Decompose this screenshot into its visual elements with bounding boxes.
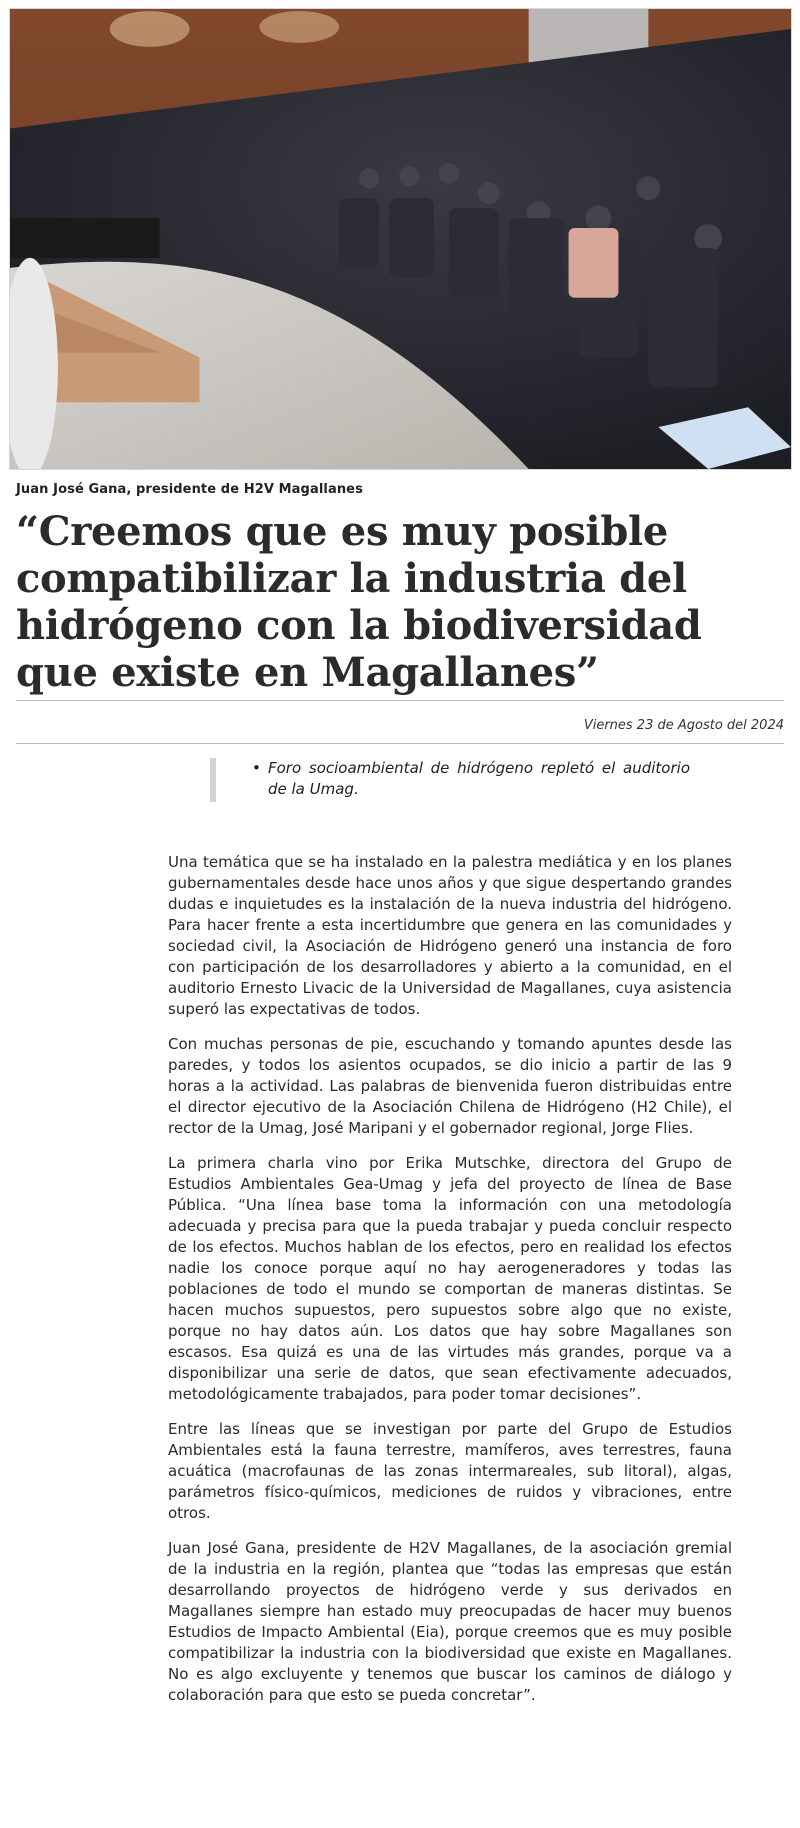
paragraph-4: Entre las líneas que se investigan por parte del Grupo de Estudios Ambientales está la fauna terrestre, mamíferos, aves terrestres, fauna acuática (macrofaunas de las zonas intermareales, sub litoral), algas, parámetros físico-químicos, mediciones de ruidos y vibraciones, entre otros. [168, 1420, 732, 1522]
lead-item: • Foro socioambiental de hidrógeno repletó el auditorio de la Umag. [254, 758, 690, 800]
lead-list [254, 758, 690, 800]
divider-bottom [16, 743, 784, 744]
lead-blockquote [210, 758, 690, 802]
publication-date: Viernes 23 de Agosto del 2024 [583, 718, 784, 733]
article-photo [9, 8, 792, 470]
paragraph-1: Una temática que se ha instalado en la palestra mediática y en los planes gubernamentales desde hace unos años y que sigue despertando grandes dudas e inquietudes es la instalación de la nueva industria del hidrógeno. Para hacer frente a esta incertidumbre que genera en las comunidades y sociedad civil, la Asociación de Hidrógeno generó una instancia de foro con participación de los desarrolladores y abierto a la comunidad, en el auditorio Ernesto Livacic de la Universidad de Magallanes, cuya asistencia superó las expectativas de todos. [168, 853, 732, 1018]
paragraph-2: Con muchas personas de pie, escuchando y tomando apuntes desde las paredes, y todos los asientos ocupados, se dio inicio a partir de las 9 horas a la actividad. Las palabras de bienvenida fueron distribuidas entre el director ejecutivo de la Asociación Chilena de Hidrógeno (H2 Chile), el rector de la Umag, José Maripani y el gobernador regional, Jorge Flies. [168, 1035, 732, 1137]
photo-caption: Juan José Gana, presidente de H2V Magallanes [16, 482, 363, 497]
paragraph-5: Juan José Gana, presidente de H2V Magallanes, de la asociación gremial de la industria en la región, plantea que “todas las empresas que están desarrollando proyectos de hidrógeno verde y sus derivados en Magallanes siempre han estado muy preocupadas de hacer muy buenos Estudios de Impacto Ambiental (Eia), porque creemos que es muy posible compatibilizar la industria con la biodiversidad que existe en Magallanes. No es algo excluyente y tenemos que buscar los caminos de diálogo y colaboración para que esto se pueda concretar”. [168, 1539, 732, 1704]
auditorium-photo-illustration [10, 9, 791, 469]
article-body [168, 852, 732, 1720]
paragraph-3: La primera charla vino por Erika Mutschke, directora del Grupo de Estudios Ambientales Gea-Umag y jefa del proyecto de línea de Base Pública. “Una línea base toma la información con una metodología adecuada y precisa para que la pueda trabajar y pueda concluir respecto de los efectos. Muchos hablan de los efectos, pero en realidad los efectos nadie los conoce porque aquí no hay aerogeneradores y todas las poblaciones de todo el mundo se comportan de maneras distintas. Se hacen muchos supuestos, pero supuestos sobre algo que no existe, porque no hay datos aún. Los datos que hay sobre Magallanes son escasos. Esa quizá es una de las virtudes más grandes, porque va a disponibilizar una serie de datos, que sean efectivamente adecuados, metodológicamente trabajados, para poder tomar decisiones”. [168, 1154, 732, 1403]
article-headline: “Creemos que es muy posible compatibilizar la industria del hidrógeno con la biodiversidad que existe en Magallanes” [16, 508, 702, 696]
divider-top [16, 700, 784, 701]
